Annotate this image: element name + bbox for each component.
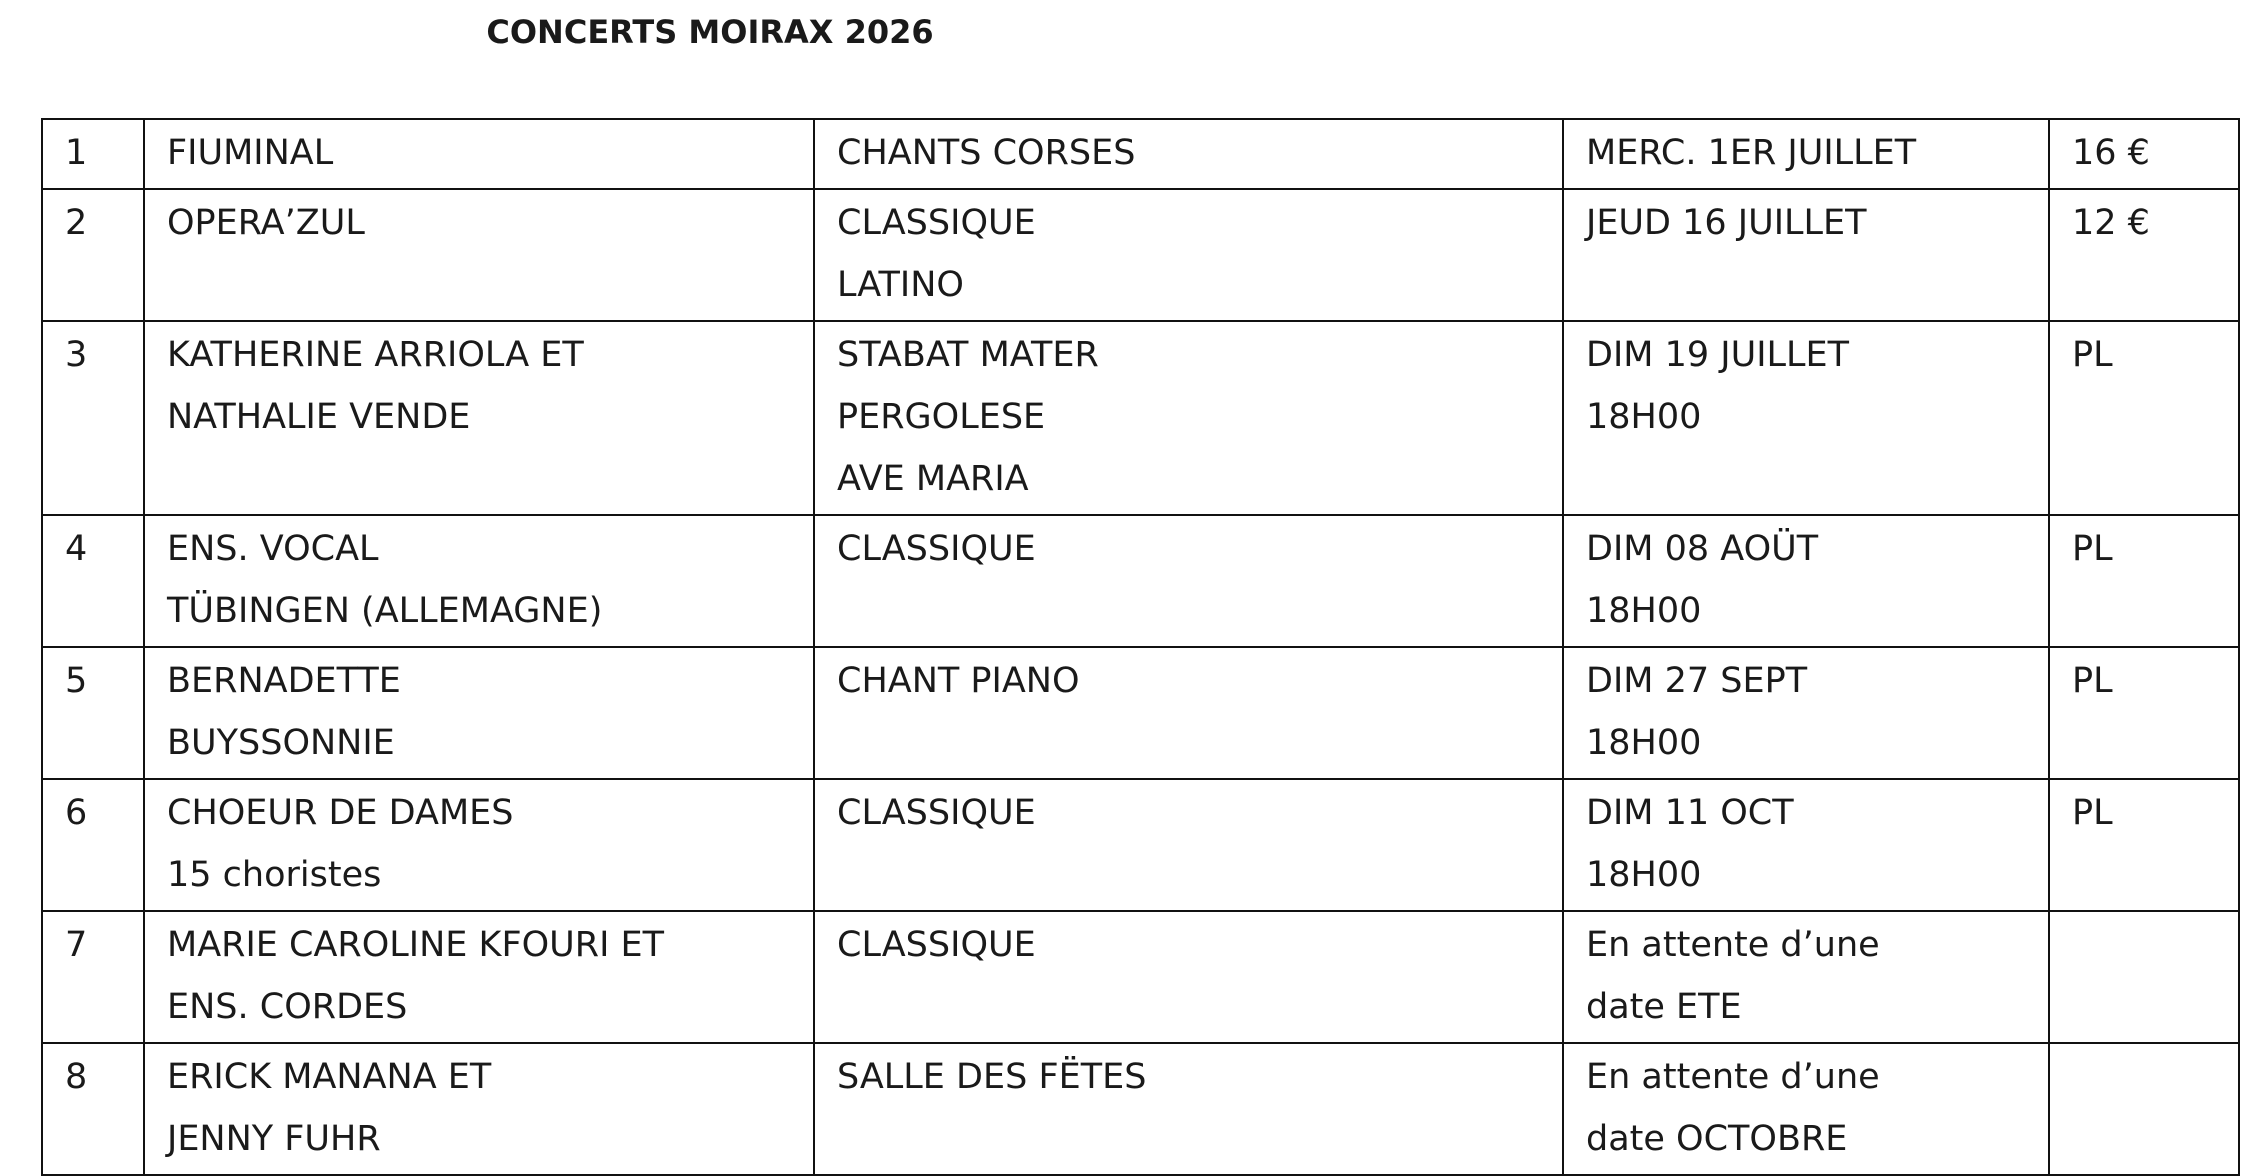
cell-genre-line: AVE MARIA [837,459,1029,499]
cell-genre-line: CHANTS CORSES [837,133,1136,173]
cell-genre [814,1043,1563,1175]
table-row [42,911,2239,1043]
cell-artist-line: ENS. CORDES [167,987,408,1027]
cell-genre-line: CLASSIQUE [837,925,1036,965]
table-row [42,189,2239,321]
cell-artist-line: ERICK MANANA ET [167,1057,492,1097]
table-row [42,779,2239,911]
cell-genre-line: PERGOLESE [837,397,1046,437]
cell-artist [144,515,814,647]
cell-number: 2 [42,189,144,321]
cell-price: 12 € [2049,189,2239,321]
cell-genre-line: CHANT PIANO [837,661,1080,701]
concerts-table-body [42,119,2239,1175]
cell-number: 7 [42,911,144,1043]
cell-number: 3 [42,321,144,515]
cell-artist [144,321,814,515]
cell-date-line: date ETE [1586,987,1742,1027]
concerts-table [41,118,2240,1176]
cell-price: PL [2049,779,2239,911]
table-row [42,515,2239,647]
cell-genre-line: CLASSIQUE [837,529,1036,569]
cell-date-line: 18H00 [1586,591,1702,631]
cell-date-line: DIM 19 JUILLET [1586,335,1850,375]
cell-date-line: 18H00 [1586,855,1702,895]
cell-artist [144,779,814,911]
cell-date [1563,189,2049,321]
cell-number: 4 [42,515,144,647]
cell-number: 1 [42,119,144,189]
cell-genre-line: SALLE DES FËTES [837,1057,1147,1097]
cell-date [1563,911,2049,1043]
cell-artist-line: BERNADETTE [167,661,401,701]
cell-price: PL [2049,321,2239,515]
cell-price: PL [2049,647,2239,779]
cell-date-line: En attente d’une [1586,1057,1880,1097]
cell-genre-line: LATINO [837,265,964,305]
page-title: CONCERTS MOIRAX 2026 [486,13,934,51]
cell-date [1563,1043,2049,1175]
cell-date-line: 18H00 [1586,397,1702,437]
cell-genre [814,647,1563,779]
cell-artist-line: OPERA’ZUL [167,203,365,243]
cell-artist-line: CHOEUR DE DAMES [167,793,514,833]
cell-artist-line: KATHERINE ARRIOLA ET [167,335,584,375]
table-row [42,1043,2239,1175]
cell-artist-line: TÜBINGEN (ALLEMAGNE) [167,591,603,631]
cell-date-line: DIM 11 OCT [1586,793,1794,833]
cell-date [1563,119,2049,189]
table-row [42,119,2239,189]
cell-date-line: DIM 27 SEPT [1586,661,1808,701]
cell-artist-line: 15 choristes [167,855,382,895]
table-row [42,647,2239,779]
cell-number: 6 [42,779,144,911]
cell-artist-line: FIUMINAL [167,133,334,173]
cell-number: 8 [42,1043,144,1175]
cell-date [1563,647,2049,779]
cell-date-line: 18H00 [1586,723,1702,763]
cell-artist [144,647,814,779]
cell-genre [814,515,1563,647]
cell-number: 5 [42,647,144,779]
cell-date-line: DIM 08 AOÜT [1586,529,1819,569]
cell-artist [144,1043,814,1175]
cell-date [1563,779,2049,911]
cell-genre [814,911,1563,1043]
cell-artist [144,189,814,321]
cell-genre [814,119,1563,189]
cell-artist [144,911,814,1043]
cell-genre [814,321,1563,515]
cell-date-line: JEUD 16 JUILLET [1586,203,1867,243]
cell-artist-line: MARIE CAROLINE KFOURI ET [167,925,665,965]
cell-price: PL [2049,515,2239,647]
cell-price: 16 € [2049,119,2239,189]
cell-genre-line: CLASSIQUE [837,793,1036,833]
cell-price [2049,911,2239,1043]
cell-date [1563,515,2049,647]
cell-date-line: En attente d’une [1586,925,1880,965]
cell-artist-line: ENS. VOCAL [167,529,379,569]
cell-genre [814,189,1563,321]
cell-artist-line: BUYSSONNIE [167,723,395,763]
cell-genre-line: CLASSIQUE [837,203,1036,243]
table-row [42,321,2239,515]
cell-date-line: MERC. 1ER JUILLET [1586,133,1917,173]
cell-price [2049,1043,2239,1175]
cell-genre [814,779,1563,911]
cell-date-line: date OCTOBRE [1586,1119,1848,1159]
cell-artist [144,119,814,189]
cell-date [1563,321,2049,515]
cell-artist-line: JENNY FUHR [167,1119,381,1159]
cell-genre-line: STABAT MATER [837,335,1099,375]
cell-artist-line: NATHALIE VENDE [167,397,471,437]
